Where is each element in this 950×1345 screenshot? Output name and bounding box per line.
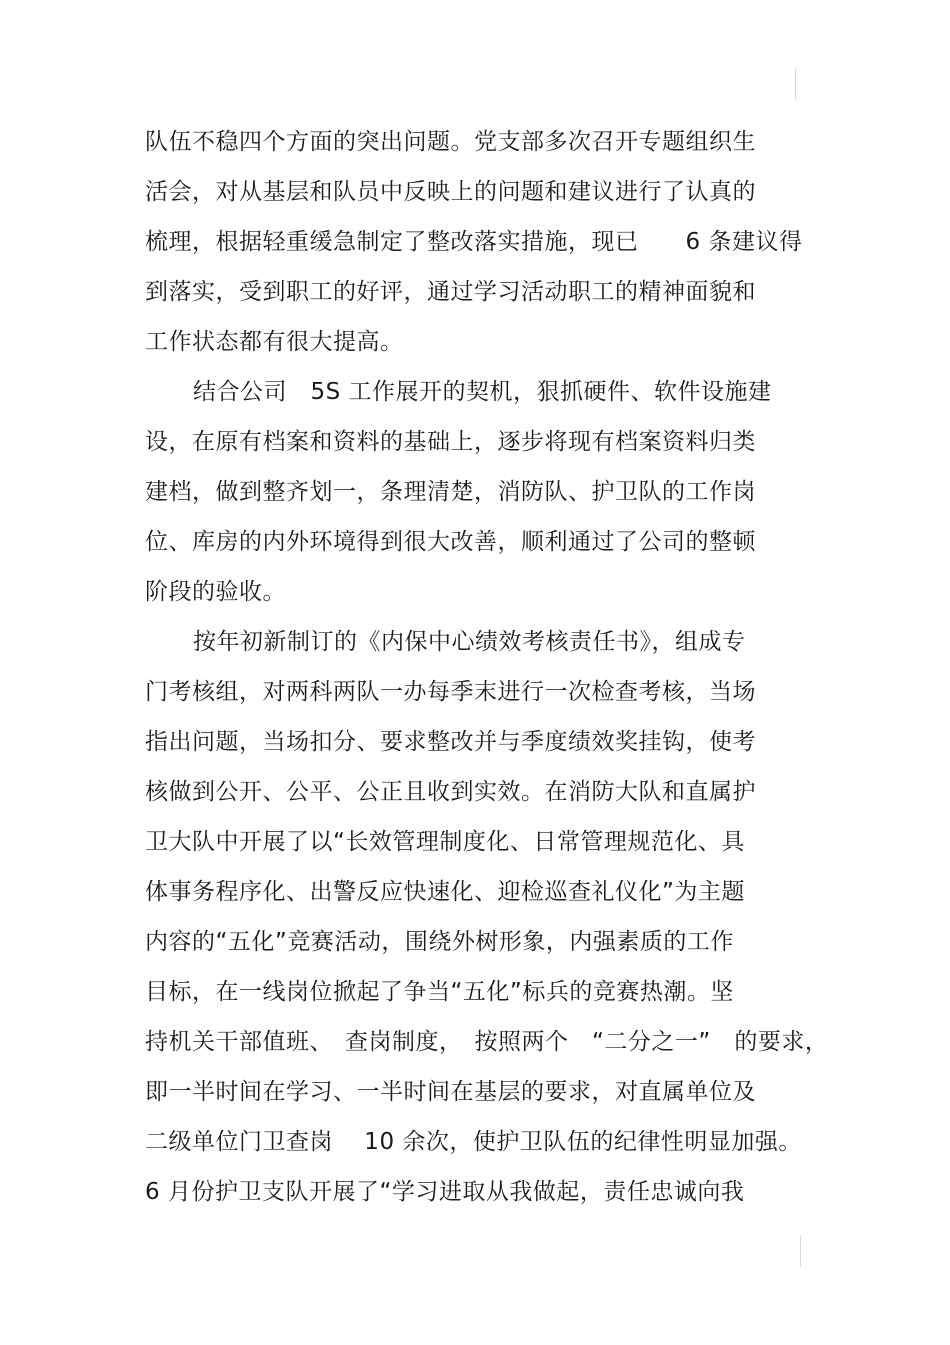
paragraph-2-line-4: 位、库房的内外环境得到很大改善，顺利通过了公司的整顿	[145, 529, 756, 555]
paragraph-2-line-1: 结合公司 5S 工作展开的契机，狠抓硬件、软件设施建	[193, 379, 772, 405]
paragraph-3-line-2: 门考核组，对两科两队一办每季末进行一次检查考核，当场	[145, 679, 756, 705]
paragraph-3-line-11: 二级单位门卫查岗 10 余次，使护卫队伍的纪律性明显加强。	[145, 1129, 802, 1155]
paragraph-3-line-12: 6 月份护卫支队开展了“学习进取从我做起，责任忠诚向我	[145, 1179, 745, 1205]
paragraph-1-line-4: 到落实，受到职工的好评，通过学习活动职工的精神面貌和	[145, 279, 756, 305]
paragraph-3-line-4: 核做到公开、公平、公正且收到实效。在消防大队和直属护	[145, 779, 756, 805]
paragraph-3-line-10: 即一半时间在学习、一半时间在基层的要求，对直属单位及	[145, 1079, 756, 1105]
bottom-right-edge-mark	[800, 1235, 801, 1267]
paragraph-2-line-2: 设，在原有档案和资料的基础上，逐步将现有档案资料归类	[145, 429, 756, 455]
paragraph-3-line-6: 体事务程序化、出警反应快速化、迎检巡查礼仪化”为主题	[145, 879, 745, 905]
paragraph-1-line-5: 工作状态都有很大提高。	[145, 329, 404, 355]
paragraph-1-line-2: 活会，对从基层和队员中反映上的问题和建议进行了认真的	[145, 179, 756, 205]
paragraph-3-line-9: 持机关干部值班、 查岗制度， 按照两个 “二分之一” 的要求，	[145, 1029, 829, 1055]
paragraph-3-line-5: 卫大队中开展了以“长效管理制度化、日常管理规范化、具	[145, 829, 745, 855]
top-right-edge-mark	[795, 68, 796, 100]
paragraph-2-line-3: 建档，做到整齐划一，条理清楚，消防队、护卫队的工作岗	[145, 479, 756, 505]
paragraph-1-line-1: 队伍不稳四个方面的突出问题。党支部多次召开专题组织生	[145, 129, 756, 155]
paragraph-3-line-1: 按年初新制订的《内保中心绩效考核责任书》，组成专	[193, 629, 746, 655]
paragraph-3-line-3: 指出问题，当场扣分、要求整改并与季度绩效奖挂钩，使考	[145, 729, 756, 755]
paragraph-3-line-7: 内容的“五化”竞赛活动，围绕外树形象，内强素质的工作	[145, 929, 734, 955]
paragraph-2-line-5: 阶段的验收。	[145, 579, 286, 605]
paragraph-1-line-3: 梳理，根据轻重缓急制定了整改落实措施，现已 6 条建议得	[145, 229, 803, 255]
paragraph-3-line-8: 目标，在一线岗位掀起了争当“五化”标兵的竞赛热潮。坚	[145, 979, 734, 1005]
